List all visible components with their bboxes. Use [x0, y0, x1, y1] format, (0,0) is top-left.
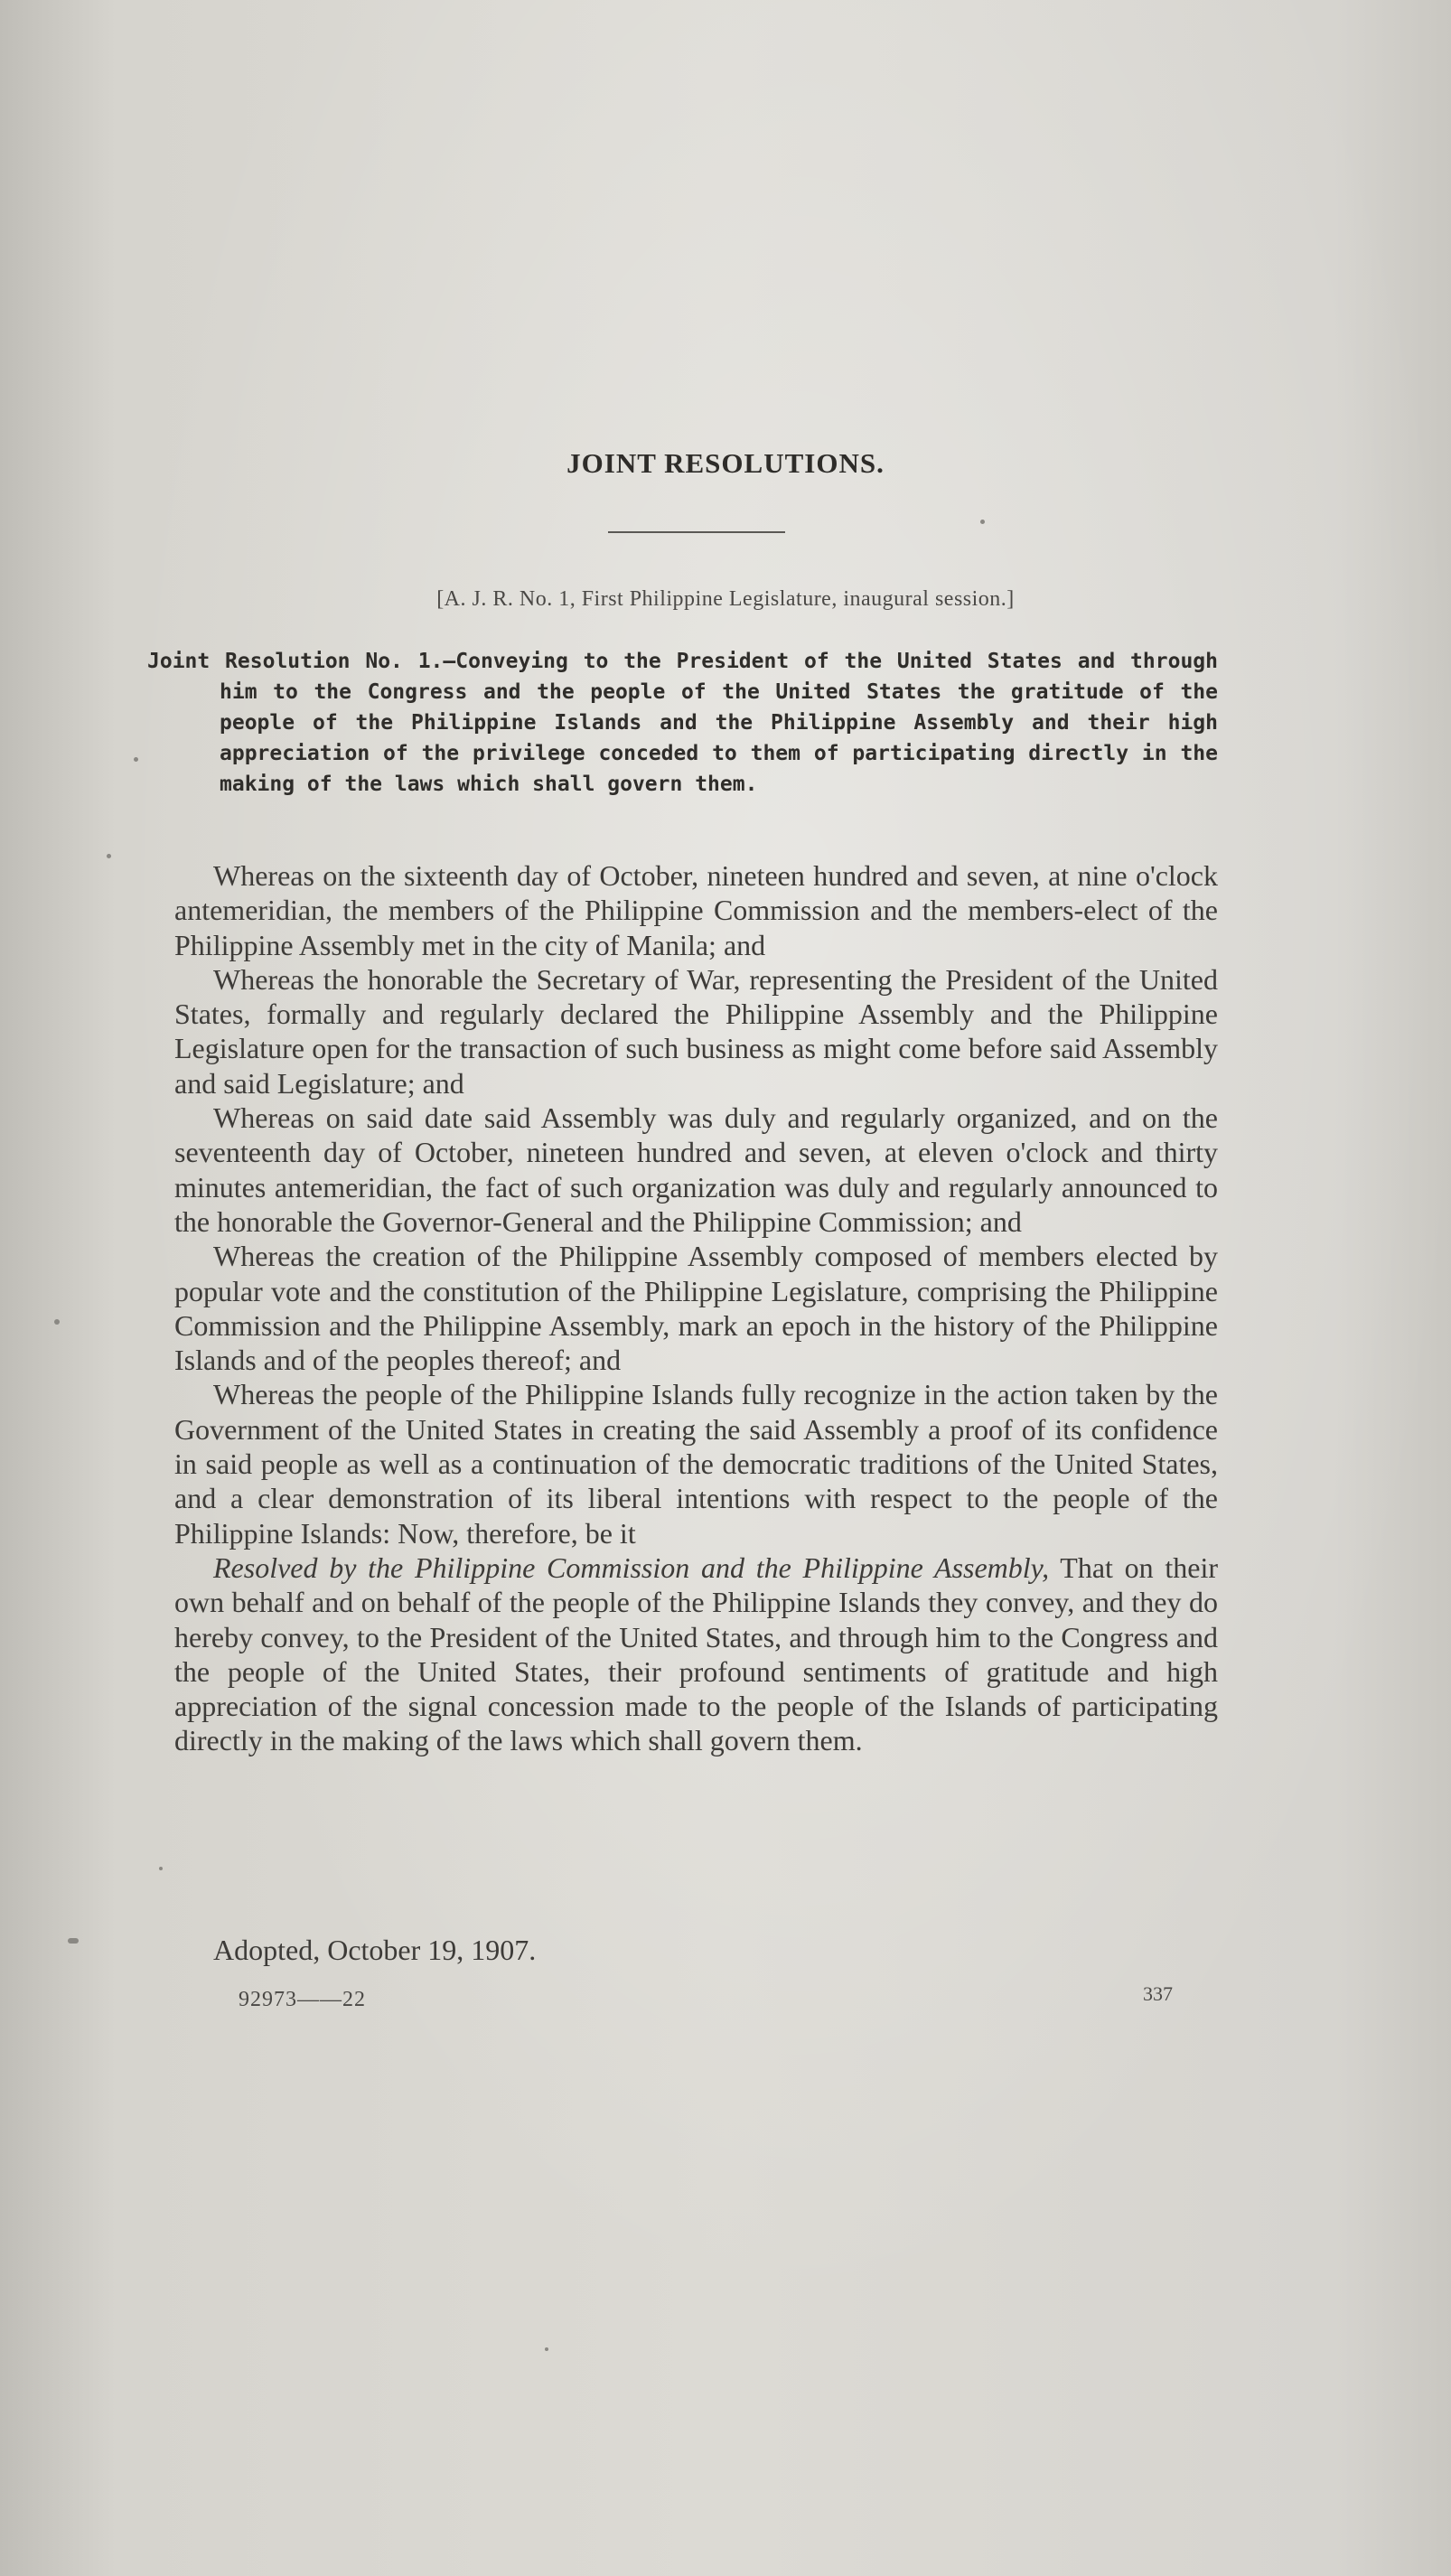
paper-speck — [134, 757, 138, 762]
section-heading: JOINT RESOLUTIONS. — [566, 447, 885, 479]
page-number: 337 — [1143, 1982, 1173, 2005]
resolved-italic-clause: Resolved by the Philippine Commission and the Philippine Assembly, — [213, 1550, 1050, 1584]
whereas-paragraph-4: Whereas the creation of the Philippine Assembly composed of members elected by popular vote and the constitution of the Philippine Legislature, comprising the Philippine Commission and the Philippine Assembly, mark an epoch in the history of the Philippine Islands and of the peoples thereof; and — [174, 1240, 1218, 1377]
whereas-paragraph-5: Whereas the people of the Philippine Islands fully recognize in the action taken by the Government of the United States in creating the said Assembly a proof of its confidence in said people as well as a continuation of the democratic traditions of the United States, and a clear demonstration of its liberal intentions with respect to the people of the Philippine Islands: Now, therefore, be it — [174, 1378, 1218, 1550]
resolution-body — [174, 858, 1218, 1758]
resolved-text: That on their own behalf and on behalf of the people of the Philippine Islands they convey, and they do hereby convey, to the President of the United States, and through him to the Congress and the people of the United States, their profound sentiments of gratitude and high appreciation of the signal concession made to the people of the Islands of participating directly in the making of the laws which shall govern them. — [174, 1550, 1219, 1757]
paper-speck — [159, 1867, 163, 1870]
paper-speck — [980, 520, 985, 524]
resolution-title: Joint Resolution No. 1.—Conveying to the President of the United States and through him to the Congress and the people of the United States the gratitude of the people of the Philippine Islands and the Philippine Assembly and their high appreciation of the privilege conceded to them of participating directly in the making of the laws which shall govern them. — [147, 650, 1218, 796]
resolved-paragraph — [174, 1550, 1218, 1758]
paper-speck — [107, 854, 111, 858]
adopted-date: Adopted, October 19, 1907. — [213, 1934, 537, 1966]
whereas-paragraph-2: Whereas the honorable the Secretary of War, representing the President of the United States, formally and regularly declared the Philippine Assembly and the Philippine Legislature open for the transaction of such business as might come before said Assembly and said Legislature; and — [174, 962, 1218, 1100]
paper-speck — [545, 2347, 548, 2351]
whereas-paragraph-1: Whereas on the sixteenth day of October, nineteen hundred and seven, at nine o'clock antemeridian, the members of the Philippine Commission and the members-elect of the Philippine Assembly met in the city of Manila; and — [174, 859, 1218, 961]
paper-speck — [54, 1319, 60, 1325]
whereas-paragraph-3: Whereas on said date said Assembly was duly and regularly organized, and on the seventeenth day of October, nineteen hundred and seven, at eleven o'clock and thirty minutes antemeridian, the fact of such organization was duly and regularly announced to the honorable the Governor-General and the Philippine Commission; and — [174, 1101, 1218, 1238]
signature-code: 92973——22 — [239, 1988, 366, 2011]
citation-line: [A. J. R. No. 1, First Philippine Legislature, inaugural session.] — [436, 587, 1015, 611]
paper-speck — [68, 1938, 79, 1944]
heading-rule — [608, 531, 785, 533]
